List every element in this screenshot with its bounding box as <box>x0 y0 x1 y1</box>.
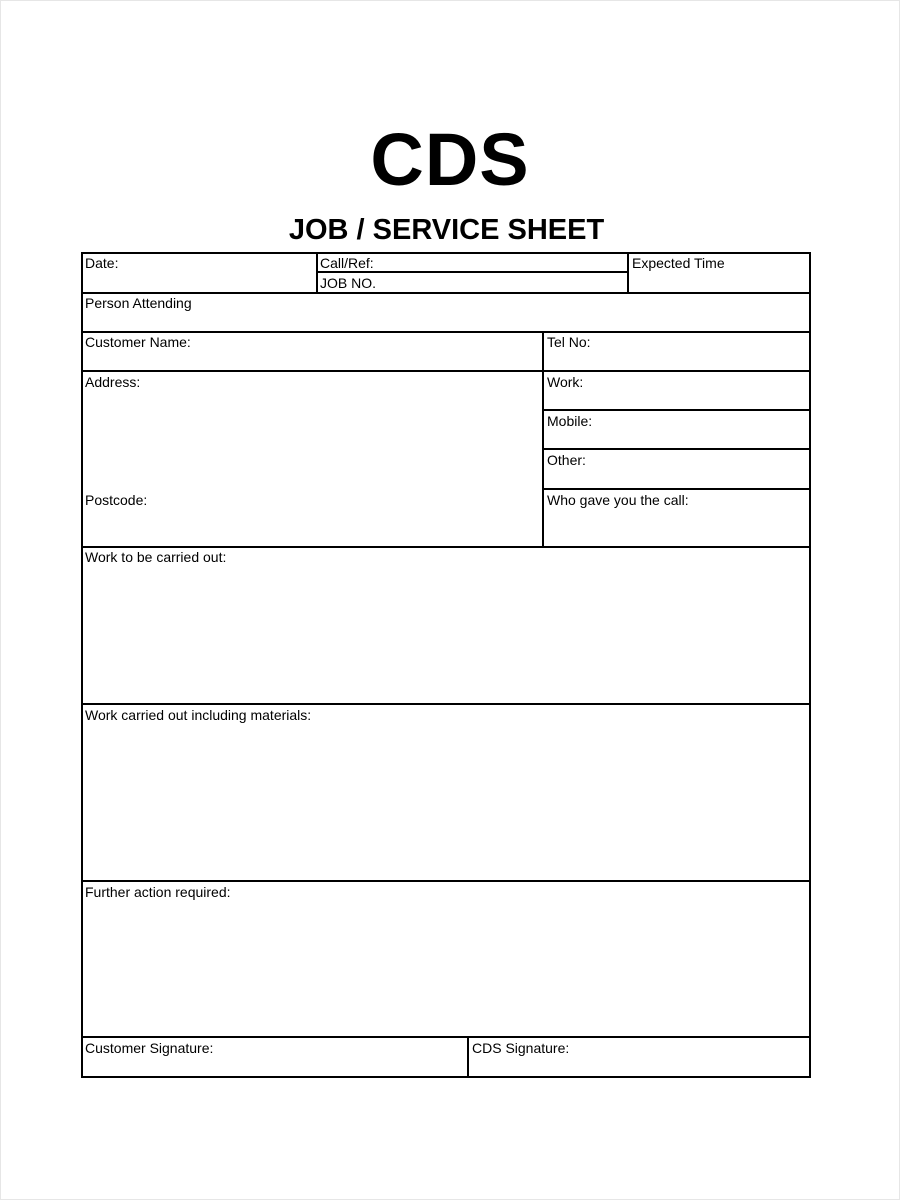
divider-callref-expected <box>627 252 629 294</box>
other-label: Other: <box>547 452 586 468</box>
divider-work-to-be-carried <box>81 703 811 705</box>
divider-signatures <box>467 1036 469 1078</box>
work-carried-out-label: Work carried out including materials: <box>85 707 312 723</box>
form-border-left <box>81 252 83 1078</box>
work-to-be-carried-out-label: Work to be carried out: <box>85 549 227 565</box>
divider-callref-jobno <box>316 271 629 273</box>
customer-name-label: Customer Name: <box>85 334 191 350</box>
person-attending-label: Person Attending <box>85 295 192 311</box>
customer-signature-label: Customer Signature: <box>85 1040 214 1056</box>
form-border-bottom <box>81 1076 811 1078</box>
call-ref-label: Call/Ref: <box>320 255 374 271</box>
who-gave-call-label: Who gave you the call: <box>547 492 689 508</box>
divider-row3-left <box>81 370 544 372</box>
divider-row1 <box>81 292 811 294</box>
divider-middle-column <box>542 331 544 547</box>
further-action-label: Further action required: <box>85 884 231 900</box>
job-no-label: JOB NO. <box>320 275 377 291</box>
form-border-top <box>81 252 811 254</box>
tel-no-label: Tel No: <box>547 334 591 350</box>
divider-mobile-other <box>542 448 811 450</box>
divider-row2 <box>81 331 811 333</box>
form-border-right <box>809 252 811 1078</box>
divider-further-action <box>81 1036 811 1038</box>
postcode-label: Postcode: <box>85 492 148 508</box>
address-label: Address: <box>85 374 141 390</box>
divider-work-carried <box>81 880 811 882</box>
mobile-label: Mobile: <box>547 413 593 429</box>
divider-address-section <box>81 546 811 548</box>
cds-signature-label: CDS Signature: <box>472 1040 570 1056</box>
work-phone-label: Work: <box>547 374 584 390</box>
divider-row3-right <box>542 370 811 372</box>
expected-time-label: Expected Time <box>632 255 725 271</box>
company-title: CDS <box>370 118 530 201</box>
divider-date-callref <box>316 252 318 294</box>
sheet-subtitle: JOB / SERVICE SHEET <box>288 214 605 246</box>
job-service-form <box>81 252 811 1078</box>
date-label: Date: <box>85 255 119 271</box>
divider-work-mobile <box>542 409 811 411</box>
divider-other-whogave <box>542 488 811 490</box>
